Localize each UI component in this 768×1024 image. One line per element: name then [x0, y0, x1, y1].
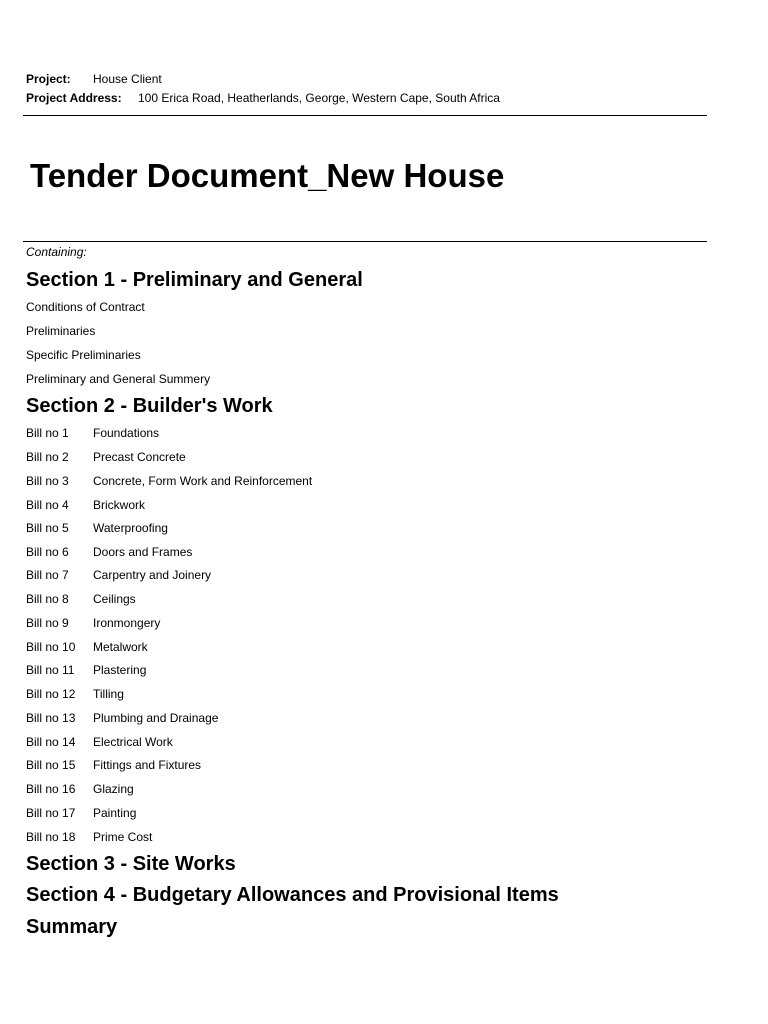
bill-name: Plumbing and Drainage: [93, 711, 219, 725]
bill-number: Bill no 2: [26, 450, 69, 464]
bill-number: Bill no 8: [26, 592, 69, 606]
section-1-heading: Section 1 - Preliminary and General: [26, 269, 363, 291]
bill-number: Bill no 1: [26, 426, 69, 440]
bill-name: Foundations: [93, 426, 160, 440]
bill-row: [26, 592, 136, 607]
bill-name: Doors and Frames: [93, 545, 193, 559]
bill-name: Painting: [93, 806, 137, 820]
summary-heading: Summary: [26, 916, 118, 938]
bill-name: Tilling: [93, 687, 124, 701]
bill-row: [26, 758, 201, 773]
section-3-heading: Section 3 - Site Works: [26, 853, 236, 875]
bill-number: Bill no 5: [26, 521, 69, 535]
bill-number: Bill no 4: [26, 498, 69, 512]
bill-name: Waterproofing: [93, 521, 168, 535]
section-1-item: Specific Preliminaries: [26, 348, 141, 362]
bill-row: [26, 830, 152, 845]
bill-name: Concrete, Form Work and Reinforcement: [93, 474, 313, 488]
bill-name: Plastering: [93, 663, 147, 677]
bill-number: Bill no 12: [26, 687, 76, 701]
bill-row: [26, 687, 124, 702]
bill-number: Bill no 16: [26, 782, 76, 796]
bill-number: Bill no 13: [26, 711, 76, 725]
bill-row: [26, 521, 168, 536]
bill-row: [26, 568, 211, 583]
bill-number: Bill no 18: [26, 830, 76, 844]
header-divider: [23, 115, 707, 116]
section-4-heading: Section 4 - Budgetary Allowances and Provisional Items: [26, 884, 559, 906]
bill-name: Carpentry and Joinery: [93, 568, 212, 582]
section-1-item: Conditions of Contract: [26, 300, 145, 314]
bill-row: [26, 474, 312, 489]
bill-name: Ceilings: [93, 592, 136, 606]
project-value: House Client: [93, 72, 162, 86]
bill-name: Ironmongery: [93, 616, 161, 630]
section-2-heading: Section 2 - Builder's Work: [26, 395, 273, 417]
bill-row: [26, 663, 146, 678]
section-1-item: Preliminary and General Summery: [26, 372, 211, 386]
bill-row: [26, 450, 186, 465]
document-title: Tender Document_New House: [30, 157, 505, 194]
bill-row: [26, 498, 145, 513]
bill-row: [26, 616, 160, 631]
bill-name: Fittings and Fixtures: [93, 758, 202, 772]
bill-number: Bill no 9: [26, 616, 69, 630]
bill-name: Electrical Work: [93, 735, 173, 749]
bill-row: [26, 735, 173, 750]
bill-number: Bill no 6: [26, 545, 69, 559]
bill-number: Bill no 11: [26, 663, 75, 677]
project-label: Project:: [26, 72, 71, 86]
section-1-item: Preliminaries: [26, 324, 96, 338]
project-address-label: Project Address:: [26, 91, 122, 105]
bill-number: Bill no 7: [26, 568, 69, 582]
bill-row: [26, 806, 136, 821]
bill-name: Precast Concrete: [93, 450, 186, 464]
bill-number: Bill no 10: [26, 640, 76, 654]
bill-row: [26, 426, 159, 441]
bill-number: Bill no 3: [26, 474, 69, 488]
bill-name: Metalwork: [93, 640, 148, 654]
bill-row: [26, 711, 218, 726]
project-address-row: [26, 91, 500, 105]
bill-number: Bill no 14: [26, 735, 76, 749]
bill-name: Glazing: [93, 782, 134, 796]
bill-row: [26, 545, 192, 560]
bill-name: Prime Cost: [93, 830, 153, 844]
bill-row: [26, 782, 134, 797]
title-divider: [23, 241, 707, 242]
bill-number: Bill no 17: [26, 806, 76, 820]
project-address-value: 100 Erica Road, Heatherlands, George, Western Cape, South Africa: [138, 91, 500, 105]
containing-label: Containing:: [26, 245, 87, 259]
project-row: [26, 72, 162, 86]
bill-row: [26, 640, 148, 655]
bill-name: Brickwork: [93, 498, 146, 512]
bill-number: Bill no 15: [26, 758, 76, 772]
